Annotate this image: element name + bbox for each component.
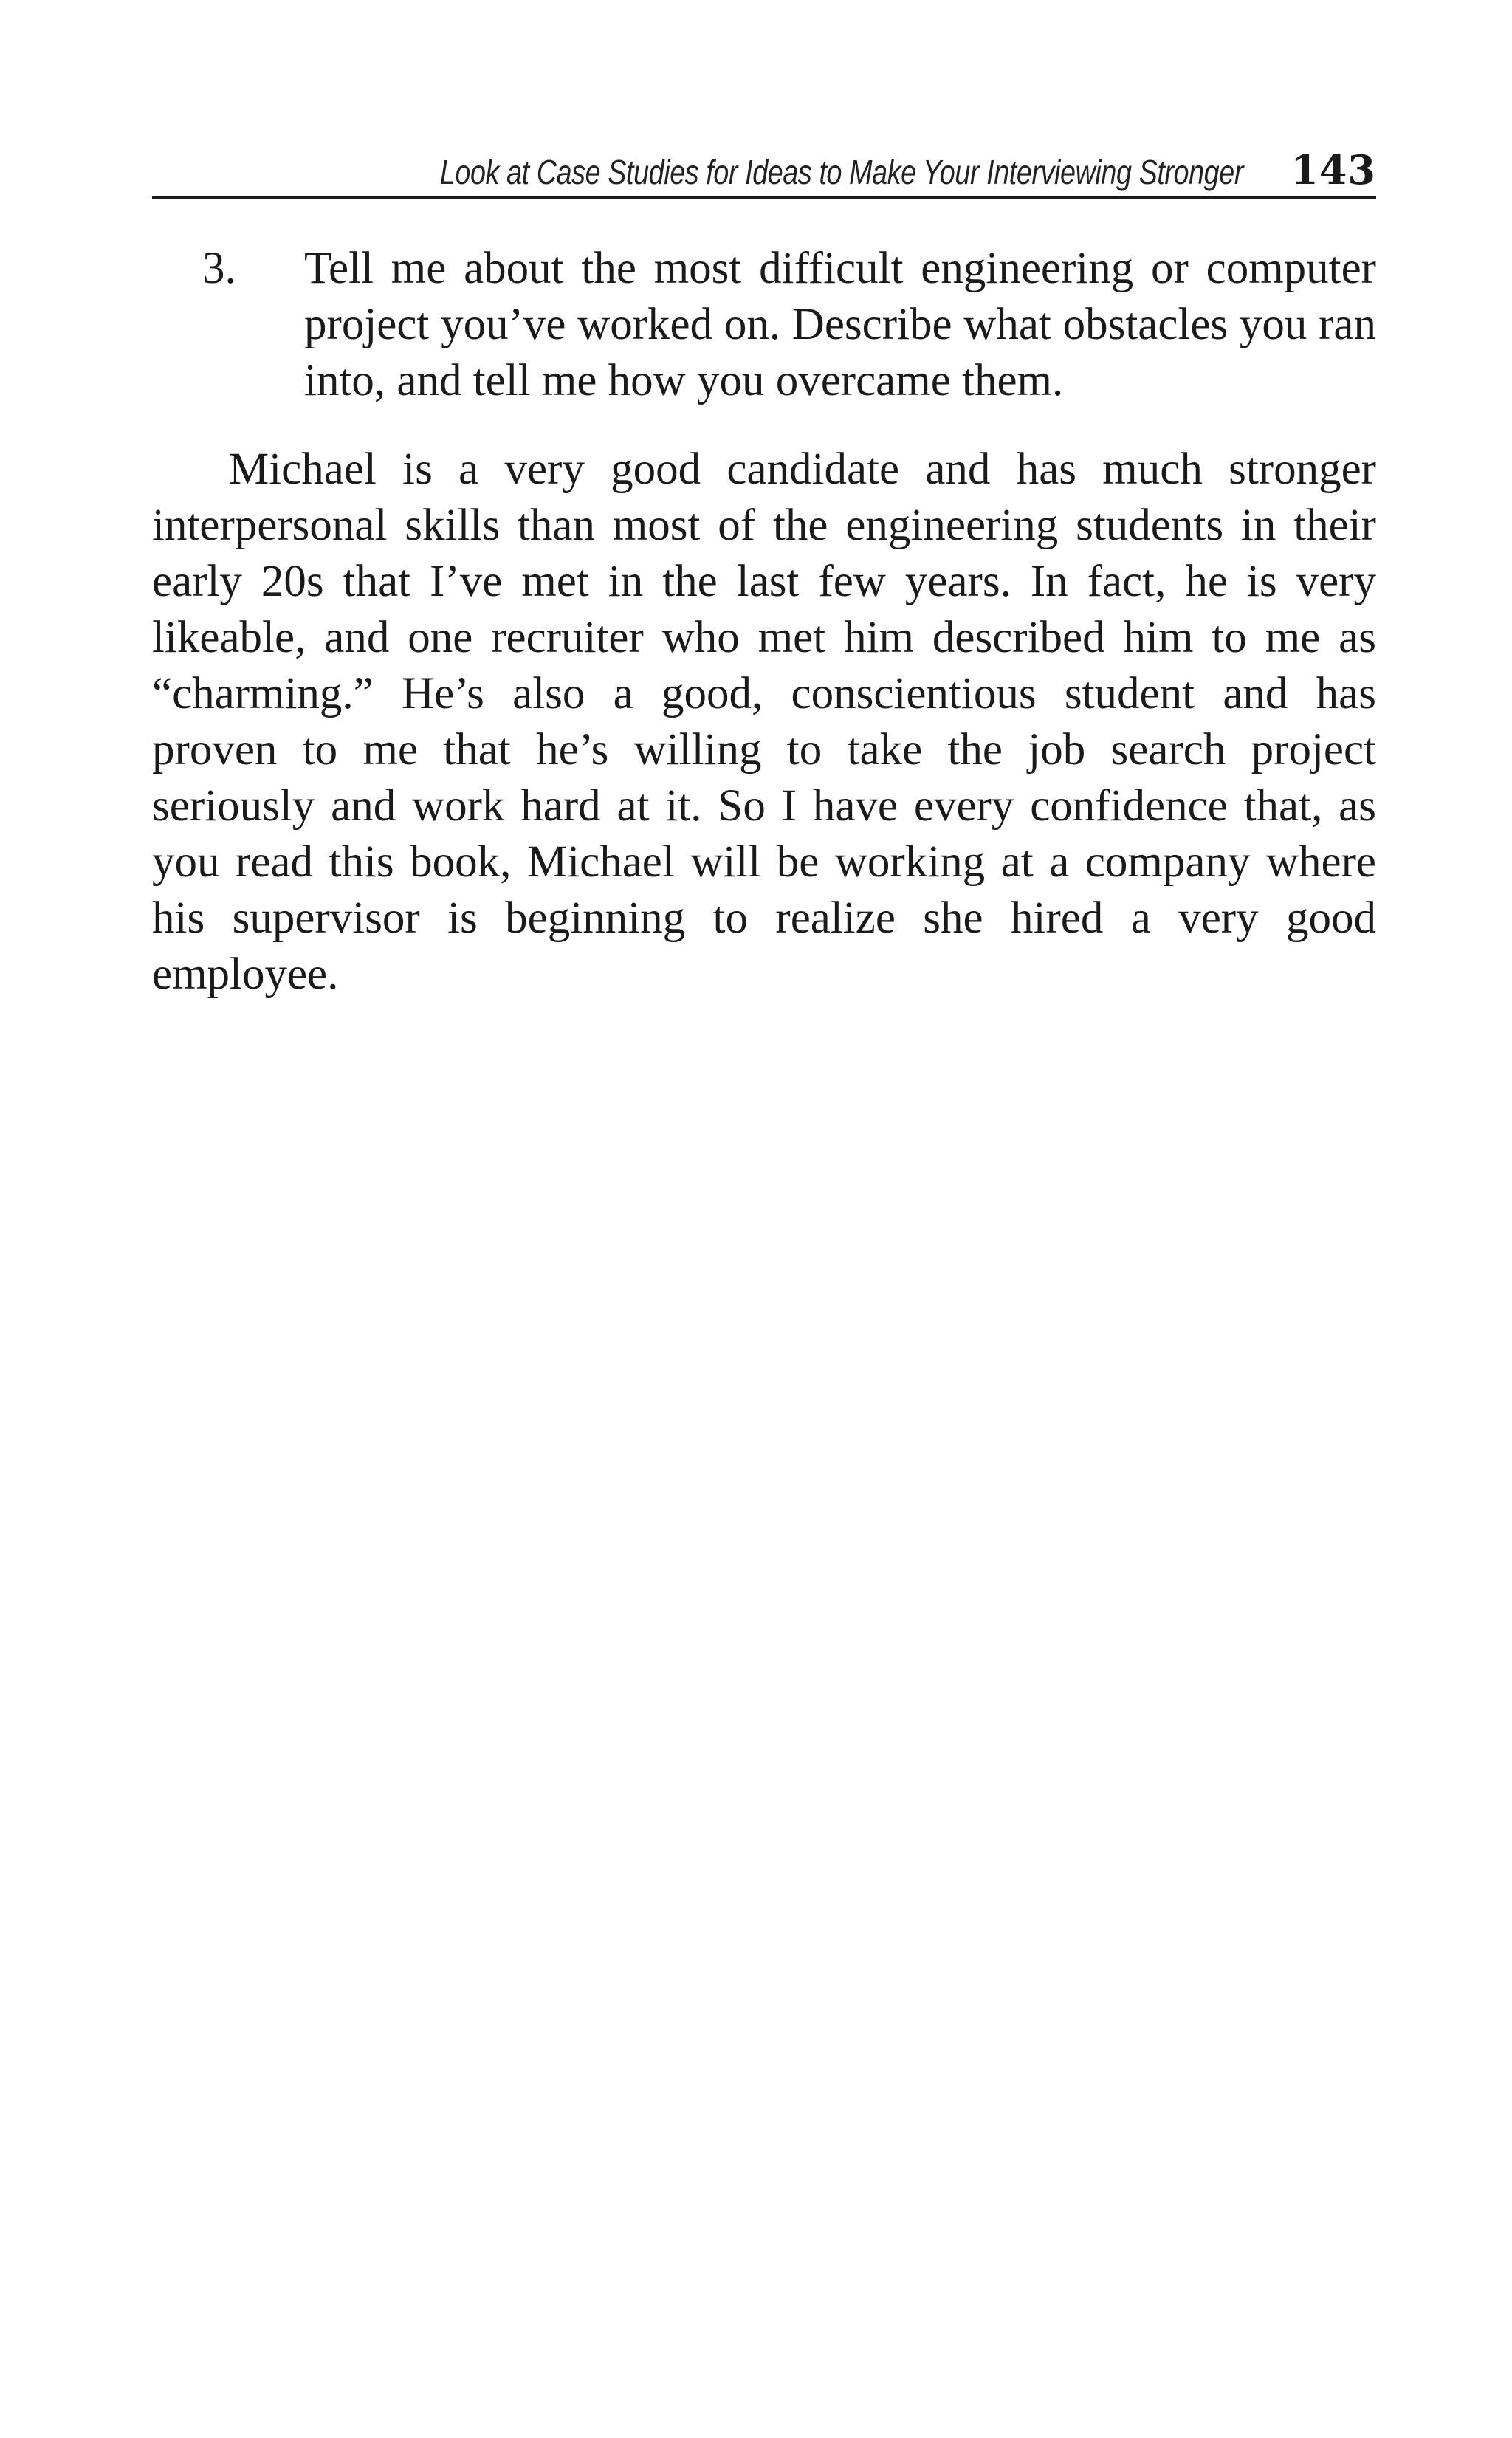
list-item xyxy=(152,241,1376,409)
list-item-number: 3. xyxy=(202,244,236,293)
page-number: 143 xyxy=(1291,146,1376,193)
running-title: Look at Case Studies for Ideas to Make Your Interviewing Stronger xyxy=(439,153,1243,191)
list-item-text: Tell me about the most difficult engineering or computer project you’ve worked on. Describe what obstacles you ran into, and tell me how you overcame them. xyxy=(304,244,1376,405)
body-paragraph: Michael is a very good candidate and has much stronger interpersonal skills than most of the engineering students in their early 20s that I’ve met in the last few years. In fact, he is very likeable, and one recruiter who met him described him to me as “charming.” He’s also a good, conscientious student and has proven to me that he’s willing to take the job search project seriously and work hard at it. So I have every confidence that, as you read this book, Michael will be working at a company where his supervisor is beginning to realize she hired a very good employee. xyxy=(152,444,1376,999)
body-text xyxy=(152,241,1376,1003)
running-head xyxy=(152,146,1376,199)
